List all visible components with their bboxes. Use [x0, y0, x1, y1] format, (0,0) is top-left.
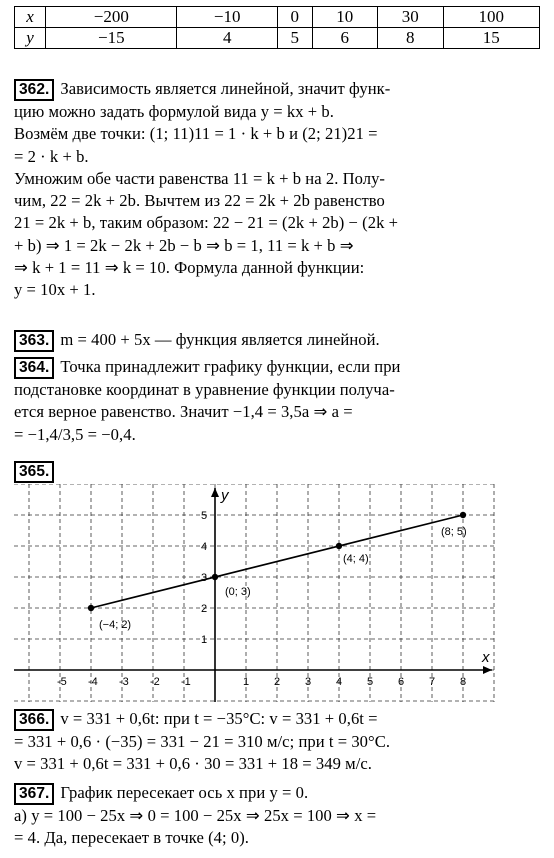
data-point-label: (0; 3) — [225, 586, 251, 598]
data-point — [460, 512, 466, 518]
x-tick-label: 2 — [274, 676, 281, 688]
x-tick-label: -4 — [88, 676, 98, 688]
problem-365 — [14, 460, 544, 483]
text-line: ется верное равенство. Значит −1,4 = 3,5a ⇒ a = — [14, 402, 353, 422]
table-cell: 100 — [443, 7, 539, 28]
problem-number: 365. — [14, 461, 54, 483]
text-line: ⇒ k + 1 = 11 ⇒ k = 10. Формула данной функции: — [14, 258, 365, 278]
text-line: чим, 22 = 2k + 2b. Вычтем из 22 = 2k + 2b равенство — [14, 191, 385, 211]
data-point — [336, 543, 342, 549]
text-line: v = 331 + 0,6t = 331 + 0,6 · 30 = 331 + 18 = 349 м/с. — [14, 754, 372, 774]
table-cell: 30 — [378, 7, 444, 28]
table-cell: −10 — [177, 7, 277, 28]
text-line: График пересекает ось x при y = 0. — [60, 783, 309, 802]
table-cell: −200 — [46, 7, 177, 28]
text-line: Умножим обе части равенства 11 = k + b на 2. Полу- — [14, 168, 386, 188]
text-line: 21 = 2k + b, таким образом: 22 − 21 = (2k + 2b) − (2k + — [14, 213, 399, 233]
x-tick-label: 8 — [460, 676, 467, 688]
problem-363 — [14, 329, 544, 352]
problem-number: 367. — [14, 783, 54, 805]
data-point-label: (4; 4) — [343, 553, 369, 565]
problem-number: 364. — [14, 357, 54, 379]
table-cell: 4 — [177, 28, 277, 49]
data-point — [88, 605, 94, 611]
data-point-label: (8; 5) — [441, 526, 467, 538]
x-tick-label: 7 — [429, 676, 436, 688]
text-line: = −1,4/3,5 = −0,4. — [14, 424, 136, 444]
graph-svg — [14, 484, 496, 702]
problem-367 — [14, 782, 544, 850]
table-cell: 6 — [312, 28, 378, 49]
y-tick-label: 4 — [201, 541, 208, 553]
function-graph — [14, 484, 496, 706]
x-axis-label: x — [482, 649, 490, 666]
x-tick-label: 1 — [243, 676, 250, 688]
y-axis-label: y — [221, 487, 229, 504]
y-tick-label: 3 — [201, 572, 208, 584]
y-tick-label: 1 — [201, 634, 208, 646]
text-line: Точка принадлежит графику функции, если при — [60, 357, 401, 376]
text-line: + b) ⇒ 1 = 2k − 2k + 2b − b ⇒ b = 1, 11 = k + b ⇒ — [14, 235, 354, 255]
y-axis-arrow — [211, 488, 219, 497]
table-cell: 8 — [378, 28, 444, 49]
problem-364 — [14, 356, 544, 446]
x-tick-label: 4 — [336, 676, 343, 688]
problem-number: 366. — [14, 709, 54, 731]
text-line: v = 331 + 0,6t: при t = −35°C: v = 331 + 0,6t = — [60, 709, 378, 728]
x-tick-label: -1 — [181, 676, 191, 688]
y-tick-label: 2 — [201, 603, 208, 615]
text-line: = 2 · k + b. — [14, 146, 89, 166]
text-line: = 4. Да, пересекает в точке (4; 0). — [14, 828, 249, 848]
x-axis-arrow — [483, 666, 492, 674]
x-tick-label: -5 — [57, 676, 67, 688]
x-tick-label: -2 — [150, 676, 160, 688]
text-line: = 331 + 0,6 · (−35) = 331 − 21 = 310 м/с; при t = 30°C. — [14, 732, 391, 751]
table-header-x: x — [15, 7, 46, 28]
table-row-y — [15, 28, 540, 49]
problem-366 — [14, 708, 544, 776]
text-line: Зависимость является линейной, значит функ- — [60, 79, 391, 98]
table-cell: −15 — [46, 28, 177, 49]
table-row-x — [15, 7, 540, 28]
problem-number: 362. — [14, 79, 54, 101]
table-cell: 15 — [443, 28, 539, 49]
data-point-label: (−4; 2) — [99, 619, 132, 631]
problem-362 — [14, 78, 544, 302]
table-cell: 10 — [312, 7, 378, 28]
y-tick-label: 5 — [201, 510, 208, 522]
problem-number: 363. — [14, 330, 54, 352]
data-point — [212, 574, 218, 580]
x-tick-label: 3 — [305, 676, 312, 688]
table-cell: 5 — [277, 28, 312, 49]
values-table — [14, 6, 540, 49]
x-tick-label: -3 — [119, 676, 129, 688]
text-line: а) y = 100 − 25x ⇒ 0 = 100 − 25x ⇒ 25x = 100 ⇒ x = — [14, 806, 377, 825]
text-line: цию можно задать формулой вида y = kx + b. — [14, 102, 334, 121]
text-line: m = 400 + 5x — функция является линейной. — [60, 330, 380, 349]
text-line: подстановке координат в уравнение функции получа- — [14, 380, 395, 399]
text-line: Возмём две точки: (1; 11)11 = 1 · k + b и (2; 21)21 = — [14, 124, 378, 144]
table-cell: 0 — [277, 7, 312, 28]
table-header-y: y — [15, 28, 46, 49]
text-line: y = 10x + 1. — [14, 280, 96, 300]
x-tick-label: 6 — [398, 676, 405, 688]
x-tick-label: 5 — [367, 676, 374, 688]
